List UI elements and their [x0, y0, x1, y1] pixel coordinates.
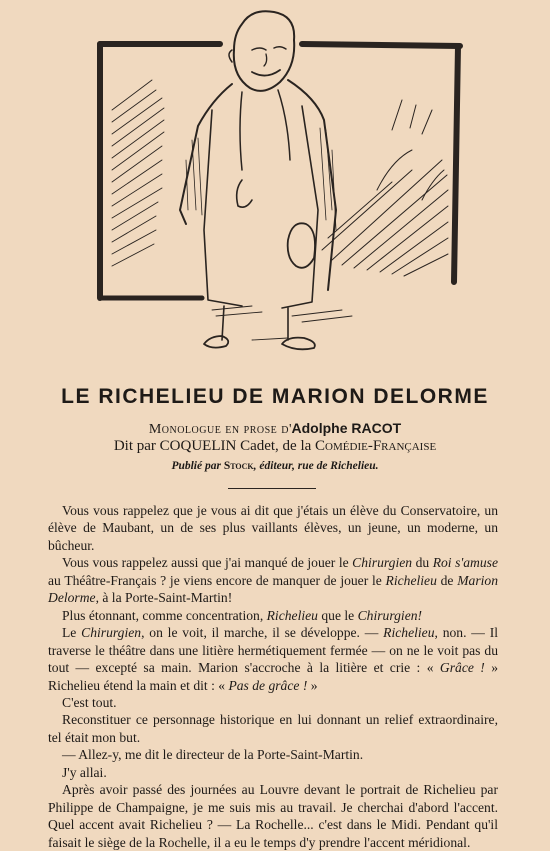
monologue-title: LE RICHELIEU DE MARION DELORME	[61, 385, 489, 408]
publisher-line	[0, 460, 550, 472]
paragraph: — Allez-y, me dit le directeur de la Porte-Saint-Martin.	[62, 747, 364, 763]
performer-suffix: Cadet, de la	[240, 438, 312, 454]
paragraph: Le Chirurgien, on le voit, il marche, il se développe. — Richelieu, non. — Il traverse le théâtre dans une litière hermétiquement fermée — on ne le voit pas du tout — excepté sa main. Marion s'accroche à la litière et crie : « Grâce ! » Richelieu étend la main et dit : « Pas de grâce ! »	[48, 625, 498, 693]
company-name: Comédie-Française	[315, 438, 437, 454]
paragraph: Reconstituer ce personnage historique en lui donnant un relief extraordinaire, tel était mon but.	[48, 712, 498, 745]
dit-par-label: Dit par	[113, 438, 156, 454]
caricature-illustration	[92, 10, 464, 366]
paragraph: C'est tout.	[62, 694, 117, 710]
paragraph: Plus étonnant, comme concentration, Richelieu que le Chirurgien!	[62, 607, 423, 623]
publisher-suffix: , éditeur, rue de Richelieu.	[253, 460, 379, 472]
author-name: Adolphe RACOT	[291, 420, 402, 436]
performer-name: COQUELIN	[159, 438, 237, 454]
performer-line	[0, 438, 550, 455]
paragraph: Après avoir passé des journées au Louvre devant le portrait de Richelieu par Philippe de Champaigne, je me suis mis au travail. Je cherchai d'abord l'accent. Quel accent avait Richelieu ? — La Rochelle... c'est dans le Midi. Pendant qu'il faisait le siège de la Rochelle, il a eu le temps d'y prendre l'accent méridional.	[48, 782, 498, 850]
monologue-prefix: Monologue en prose d	[148, 422, 289, 437]
monologue-subtitle: Monologue en prose d'Adolphe RACOT	[148, 420, 402, 437]
publisher-name: Stock	[223, 460, 254, 472]
monologue-body	[48, 502, 498, 851]
paragraph: Vous vous rappelez que je vous ai dit que j'étais un élève du Conservatoire, un élève de Maubant, un de ses plus vaillants élèves, un jeune, un moderne, un bûcheur.	[48, 503, 498, 553]
section-divider	[228, 488, 316, 489]
paragraph: Vous vous rappelez aussi que j'ai manqué de jouer le Chirurgien du Roi s'amuse au Théâtre-Français ? je viens encore de manquer de jouer le Richelieu de Marion Delorme, à la Porte-Saint-Martin!	[48, 555, 498, 606]
paragraph: J'y allai.	[62, 764, 107, 780]
publisher-prefix: Publié par	[171, 460, 221, 472]
